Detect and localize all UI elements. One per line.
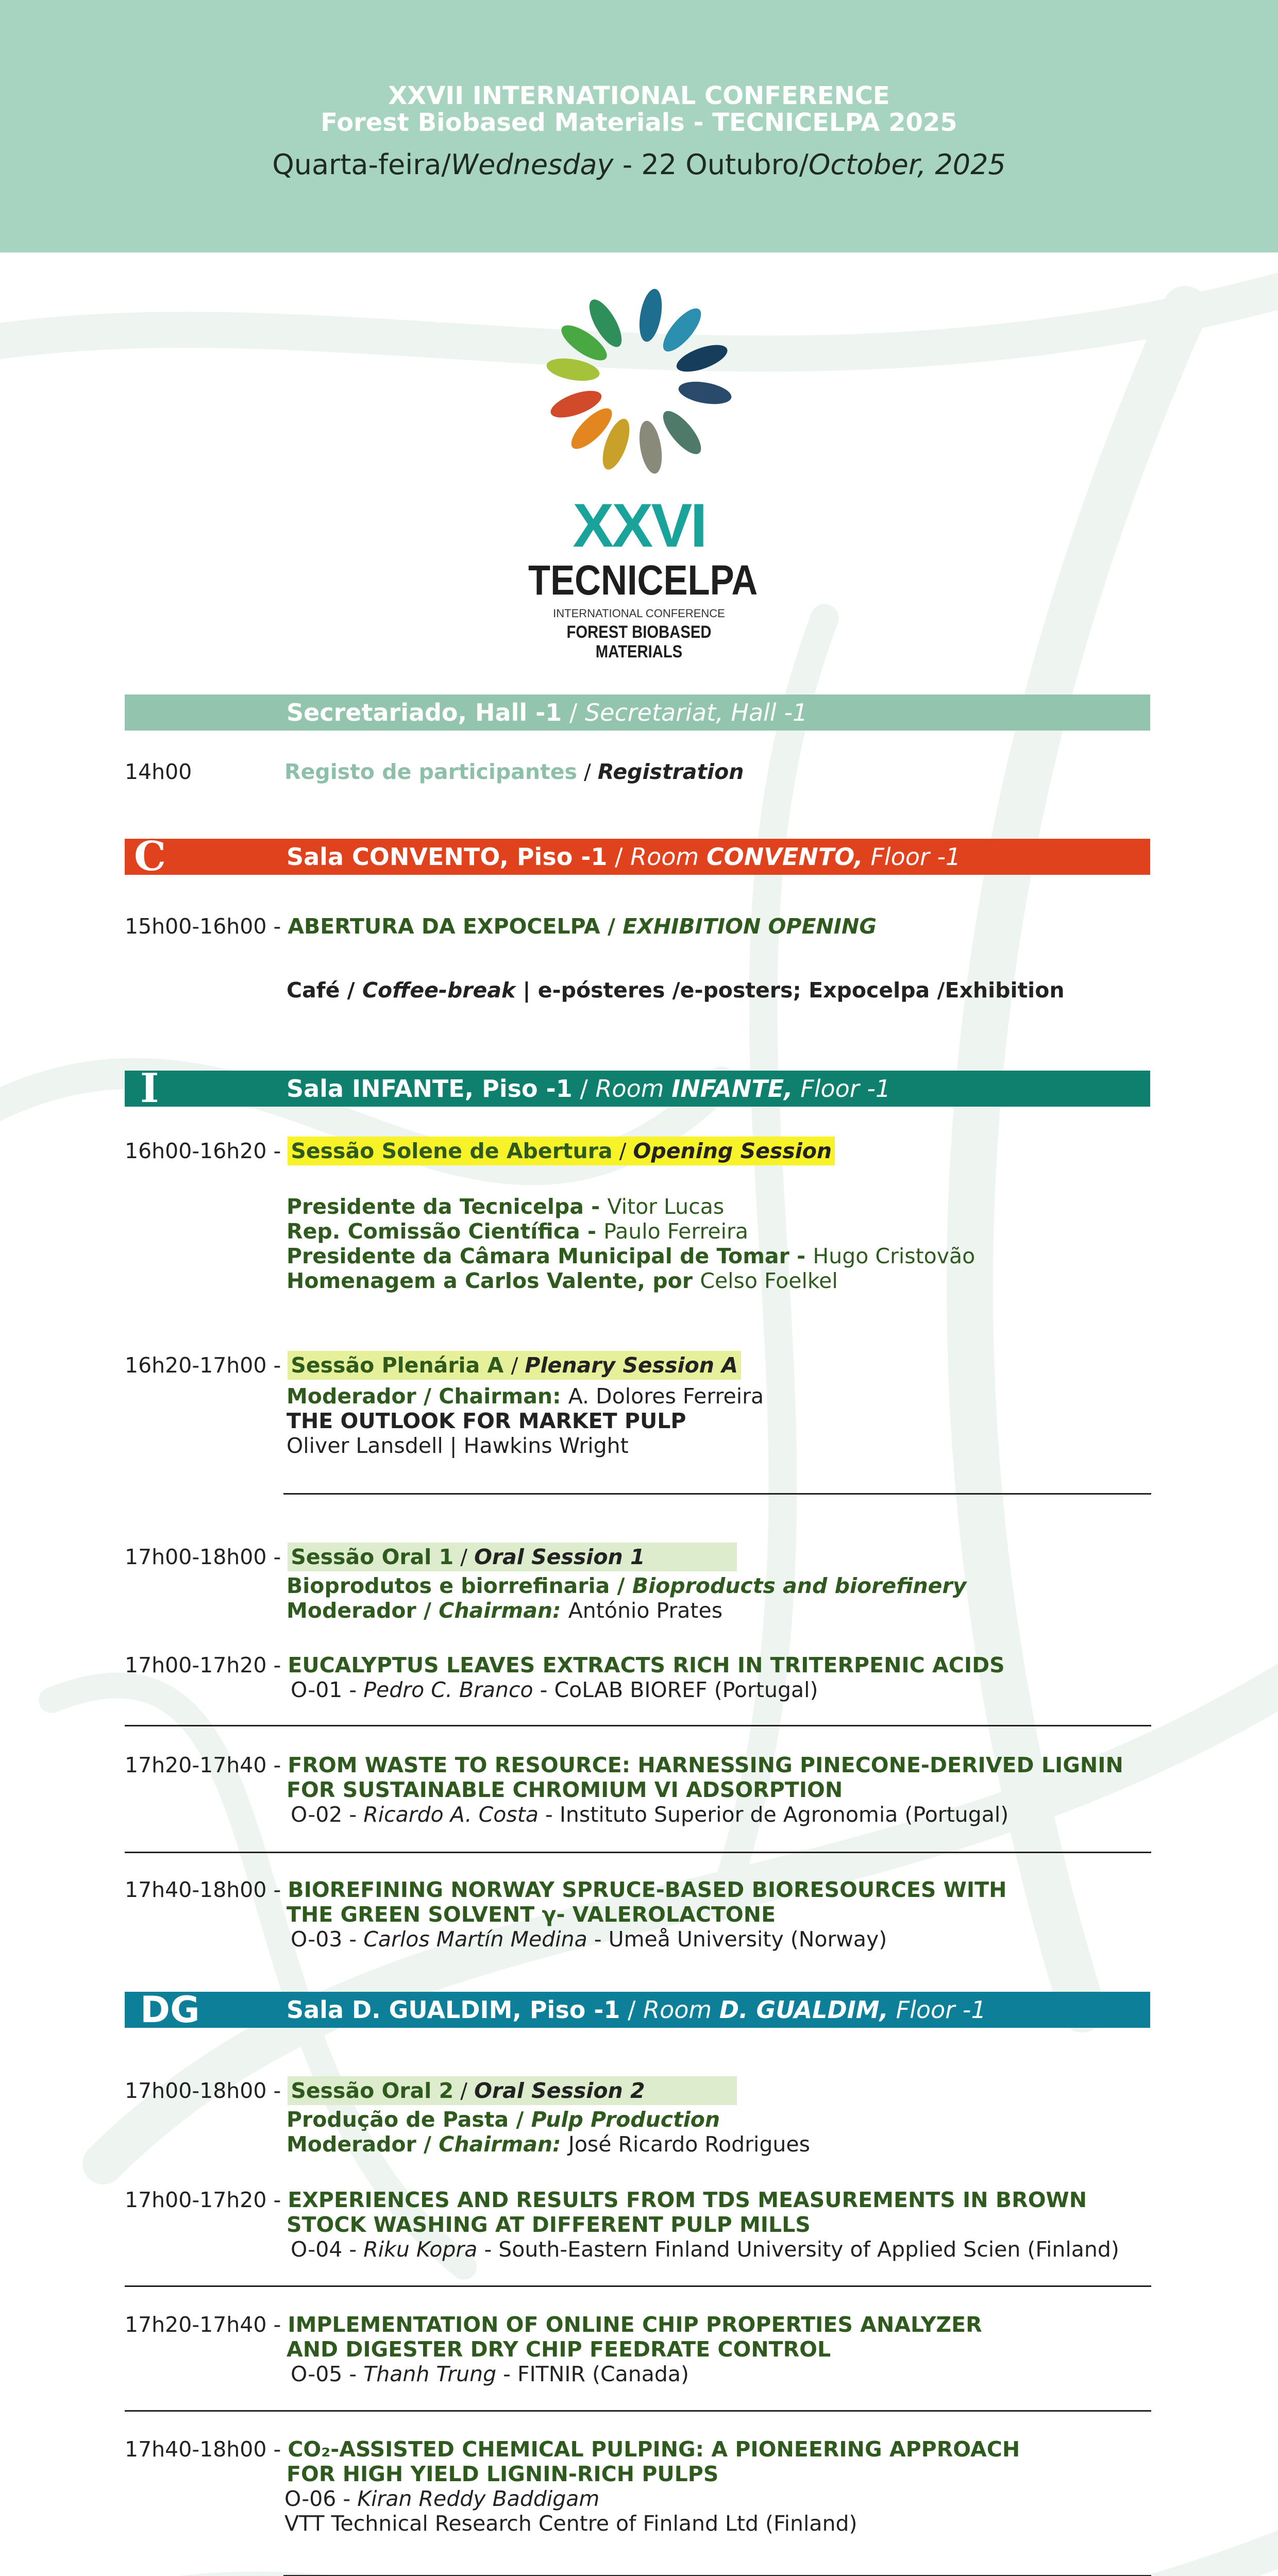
talk-o05-title: 17h20-17h40 - IMPLEMENTATION OF ONLINE CHIP PROPERTIES ANALYZER <box>125 2312 982 2337</box>
conference-subtitle: Forest Biobased Materials - TECNICELPA 2025 <box>321 108 957 137</box>
talk-o03-title-line2: THE GREEN SOLVENT γ- VALEROLACTONE <box>287 1902 776 1927</box>
talk-o04-title-line2: STOCK WASHING AT DIFFERENT PULP MILLS <box>287 2212 811 2237</box>
talk-o02-author: O-02 - Ricardo A. Costa - Instituto Superior de Agronomia (Portugal) <box>291 1802 1009 1827</box>
conference-logo <box>510 289 768 662</box>
section-bar-infante: I Sala INFANTE, Piso -1 / Room INFANTE, Floor -1 <box>125 1071 1150 1107</box>
opening-role-3: Presidente da Câmara Municipal de Tomar - Hugo Cristovão <box>287 1244 976 1268</box>
talk-o01-title: 17h00-17h20 - EUCALYPTUS LEAVES EXTRACTS RICH IN TRITERPENIC ACIDS <box>125 1653 1005 1677</box>
room-letter-c: C <box>134 833 166 880</box>
plenary-moderator: Moderador / Chairman: A. Dolores Ferreira <box>287 1384 764 1409</box>
talk-o06-affiliation: VTT Technical Research Centre of Finland Ltd (Finland) <box>284 2511 857 2536</box>
registration-time: 14h00 <box>125 759 192 784</box>
talk-o05-author: O-05 - Thanh Trung - FITNIR (Canada) <box>291 2362 689 2386</box>
oral-session-1: 17h00-18h00 - Sessão Oral 1 / Oral Session 1 <box>125 1543 737 1571</box>
divider <box>283 1493 1151 1495</box>
expocelpa-opening: 15h00-16h00 - ABERTURA DA EXPOCELPA / EXHIBITION OPENING <box>125 914 877 939</box>
logo-sub1: INTERNATIONAL CONFERENCE <box>553 607 725 620</box>
plenary-speaker: Oliver Lansdell | Hawkins Wright <box>287 1433 629 1458</box>
divider <box>125 1852 1151 1853</box>
leaf-wreath-icon <box>510 289 768 474</box>
opening-role-1: Presidente da Tecnicelpa - Vitor Lucas <box>287 1194 725 1219</box>
oral-session-2-moderator: Moderador / Chairman: José Ricardo Rodrigues <box>287 2132 810 2157</box>
section-bar-convento: C Sala CONVENTO, Piso -1 / Room CONVENTO, Floor -1 <box>125 839 1150 875</box>
header-band <box>0 0 1278 252</box>
coffee-break: Café / Coffee-break | e-pósteres /e-posters; Expocelpa /Exhibition <box>287 978 1065 1003</box>
talk-o04-title: 17h00-17h20 - EXPERIENCES AND RESULTS FROM TDS MEASUREMENTS IN BROWN <box>125 2188 1087 2212</box>
talk-o06-title-line2: FOR HIGH YIELD LIGNIN-RICH PULPS <box>287 2462 719 2486</box>
opening-role-2: Rep. Comissão Científica - Paulo Ferreira <box>287 1219 749 1244</box>
talk-o02-title: 17h20-17h40 - FROM WASTE TO RESOURCE: HARNESSING PINECONE-DERIVED LIGNIN <box>125 1753 1123 1777</box>
talk-o04-author: O-04 - Riku Kopra - South-Eastern Finland University of Applied Scien (Finland) <box>291 2237 1119 2262</box>
talk-o03-author: O-03 - Carlos Martín Medina - Umeå University (Norway) <box>291 1927 887 1952</box>
event-date: Quarta-feira/Wednesday - 22 Outubro/October, 2025 <box>272 148 1006 181</box>
plenary-title: THE OUTLOOK FOR MARKET PULP <box>287 1409 686 1433</box>
room-letter-dg: DG <box>140 1989 200 2031</box>
section-bar-secretariat: Secretariado, Hall -1 / Secretariat, Hall -1 <box>125 694 1150 731</box>
talk-o03-title: 17h40-18h00 - BIOREFINING NORWAY SPRUCE-BASED BIORESOURCES WITH <box>125 1877 1007 1902</box>
section-bar-gualdim: DG Sala D. GUALDIM, Piso -1 / Room D. GUALDIM, Floor -1 <box>125 1992 1150 2028</box>
room-letter-i: I <box>140 1065 159 1112</box>
divider <box>125 2285 1151 2287</box>
oral-session-1-topic: Bioprodutos e biorrefinaria / Bioproducts and biorefinery <box>287 1573 967 1598</box>
divider <box>125 1725 1151 1726</box>
talk-o06-title: 17h40-18h00 - CO₂-ASSISTED CHEMICAL PULPING: A PIONEERING APPROACH <box>125 2437 1020 2462</box>
talk-o01-author: O-01 - Pedro C. Branco - CoLAB BIOREF (Portugal) <box>291 1677 818 1702</box>
registration-label: Registo de participantes / Registration <box>284 759 744 784</box>
oral-session-1-moderator: Moderador / Chairman: António Prates <box>287 1598 723 1623</box>
logo-name: TECNICELPA <box>528 557 758 604</box>
conference-title: XXVII INTERNATIONAL CONFERENCE <box>388 81 890 110</box>
divider <box>125 2410 1151 2412</box>
talk-o02-title-line2: FOR SUSTAINABLE CHROMIUM VI ADSORPTION <box>287 1777 843 1802</box>
oral-session-2-topic: Produção de Pasta / Pulp Production <box>287 2107 720 2132</box>
opening-role-4: Homenagem a Carlos Valente, por Celso Foelkel <box>287 1268 838 1293</box>
talk-o05-title-line2: AND DIGESTER DRY CHIP FEEDRATE CONTROL <box>287 2337 831 2362</box>
talk-o06-author: O-06 - Kiran Reddy Baddigam <box>284 2486 600 2511</box>
oral-session-2: 17h00-18h00 - Sessão Oral 2 / Oral Session 2 <box>125 2076 737 2105</box>
opening-session: 16h00-16h20 - Sessão Solene de Abertura / Opening Session <box>125 1139 835 1163</box>
plenary-session: 16h20-17h00 - Sessão Plenária A / Plenary Session A <box>125 1353 741 1378</box>
logo-sub2: FOREST BIOBASED MATERIALS <box>566 622 712 662</box>
logo-numeral: XXVI <box>573 491 705 560</box>
